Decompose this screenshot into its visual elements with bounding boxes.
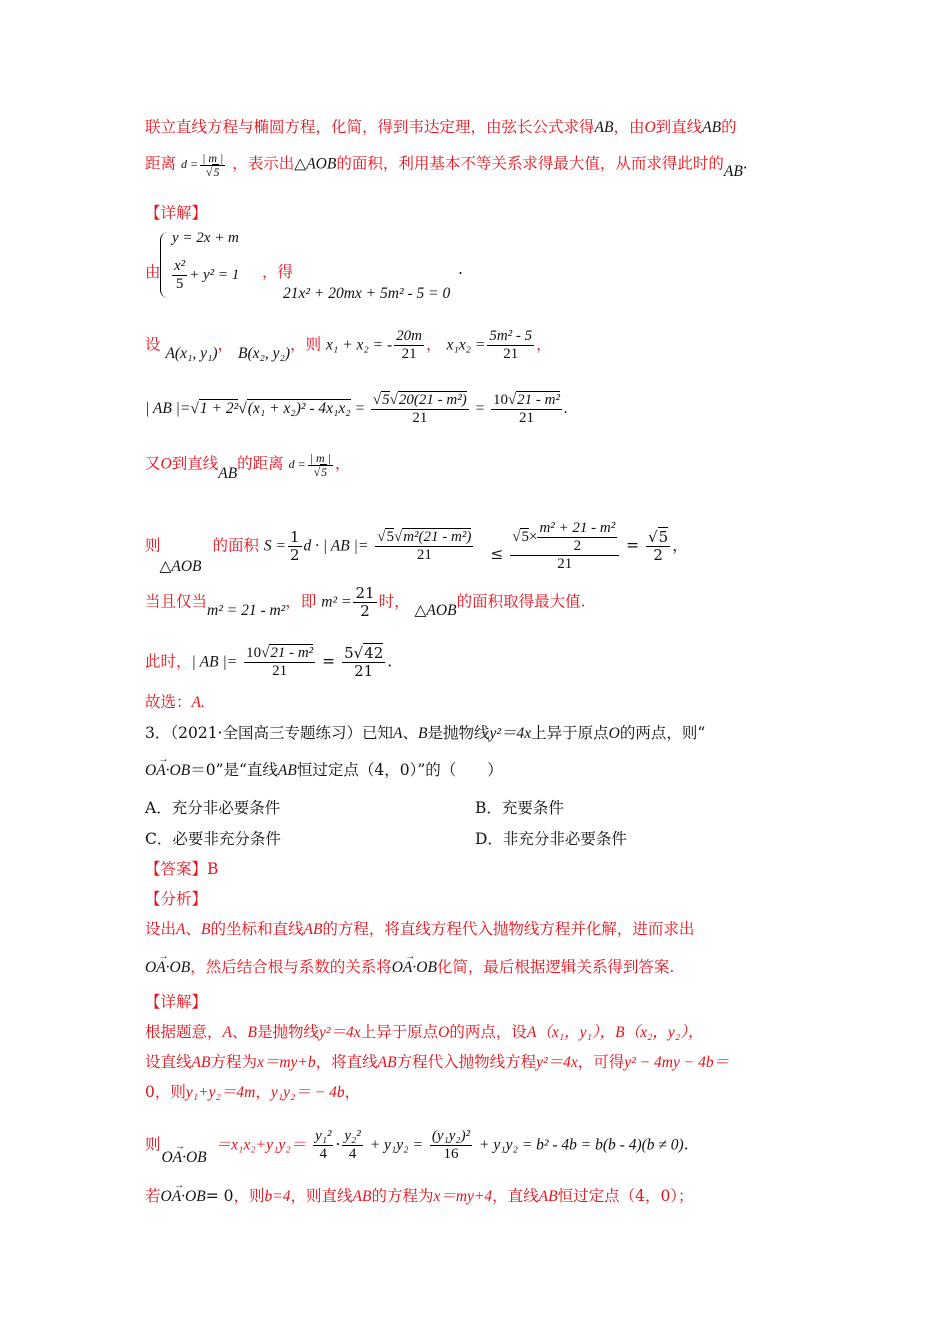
system-intro: 由 <box>145 263 161 281</box>
question-3-line-1: 3．（2021·全国高三专题练习）已知A、B是抛物线y²＝4x上异于原点O的两点，则“ <box>145 724 706 742</box>
area-line: 则 △AOB 的面积 S = $\frac{1}{2}$ d · | AB |= $\frac{\text{√5√m²(21 - m²)}}{21}$ ≤ √5× $\frac{\text{m² + 21 - m²}}{2}$ 21 = $\frac{√5}{2}$ ， <box>145 520 688 575</box>
analysis-heading: 【分析】 <box>145 890 208 908</box>
detail-heading-2: 【详解】 <box>145 993 208 1011</box>
brace <box>160 232 169 298</box>
quadratic-result: 21x² + 20mx + 5m² - 5 = 0 <box>283 285 451 302</box>
detail-line-5: 若→ OA·OB= 0，则b=4，则直线AB的方程为x＝my+4，直线AB恒过定点（4，0）； <box>145 1185 850 1208</box>
system-de: ，得 <box>262 263 294 281</box>
analysis-line-1: 联立直线方程与椭圆方程，化简，得到韦达定理，由弦长公式求得AB，由O到直线AB的 <box>145 118 737 136</box>
answer-line: 【答案】B <box>145 860 219 878</box>
equality-condition-line: 当且仅当m² = 21 - m²，即 m² = $\frac{21}{2}$ 时， △AOB的面积取得最大值. <box>145 584 586 620</box>
chord-length-line: | AB |=√1 + 2²√(x₁ + x₂)² - 4x₁x₂ = $\frac{\text{√5√20(21 - m²)}}{21}$ = $\frac{\text{10√21 - m²}}{21}$ . <box>145 392 568 426</box>
option-b: B．充要条件 <box>475 799 564 817</box>
distance-line: 又O到直线AB的距离 d = $\frac{| m |}{√5}$ ， <box>145 451 351 483</box>
option-a: A．充分非必要条件 <box>145 799 281 817</box>
result-line: 此时，| AB |= $\frac{\text{10√21 - m²}}{21}$ = $\frac{5√42}{21}$ . <box>145 644 393 680</box>
vieta-line: 设 A(x₁, y₁)， B(x₂, y₂)，则 x₁ + x₂ = - $\frac{20m}{21}$ ， x₁x₂ = $\frac{\text{5m² - 5}}{21}$ ， <box>145 328 552 362</box>
question-3-line-2: → OA·OB＝0”是“直线AB恒过定点（4，0）”的（ ） <box>145 759 850 782</box>
selection-line: 故选：A. <box>145 693 205 711</box>
option-d: D．非充分非必要条件 <box>475 830 627 848</box>
detail-line-1: 根据题意，A、B是抛物线y²＝4x上异于原点O的两点，设A（x₁，y₁），B（x₂，y₂）， <box>145 1023 704 1041</box>
option-c: C．必要非充分条件 <box>145 830 281 848</box>
detail-line-2: 设直线AB方程为x＝my+b，将直线AB方程代入抛物线方程y²＝4x，可得y² − 4my − 4b＝ <box>145 1053 730 1071</box>
detail-heading-1: 【详解】 <box>145 204 208 222</box>
distance-formula: d = $\frac{| m |}{√5}$ <box>180 151 224 179</box>
equation-system: y = 2x + m $\frac{\text{x²}}{5}$ + y² = 1 <box>160 228 280 304</box>
analysis-line-2: 距离 d = $\frac{| m |}{√5}$ ，表示出△AOB的面积，利用基本不等关系求得最大值，从而求得此时的AB. <box>145 151 748 181</box>
detail-line-3: 0，则y₁+y₂＝4m，y₁y₂＝ − 4b， <box>145 1083 361 1101</box>
detail-line-4: 则 → OA·OB ＝x₁x₂+y₁y₂＝ $\frac{\text{y₁²}}{4}$ · $\frac{\text{y₂²}}{4}$ + y₁y₂ = $\frac{\text{(y₁y₂)²}}{16}$ + y₁y₂ = b² - 4b = b(b - 4)(b ≠ 0). <box>145 1128 850 1163</box>
analysis-text-1: 设出A、B的坐标和直线AB的方程，将直线方程代入抛物线方程并化解，进而求出 <box>145 920 695 938</box>
analysis-text-2: → OA·OB，然后结合根与系数的关系将→ OA·OB化简，最后根据逻辑关系得到答案. <box>145 956 850 979</box>
